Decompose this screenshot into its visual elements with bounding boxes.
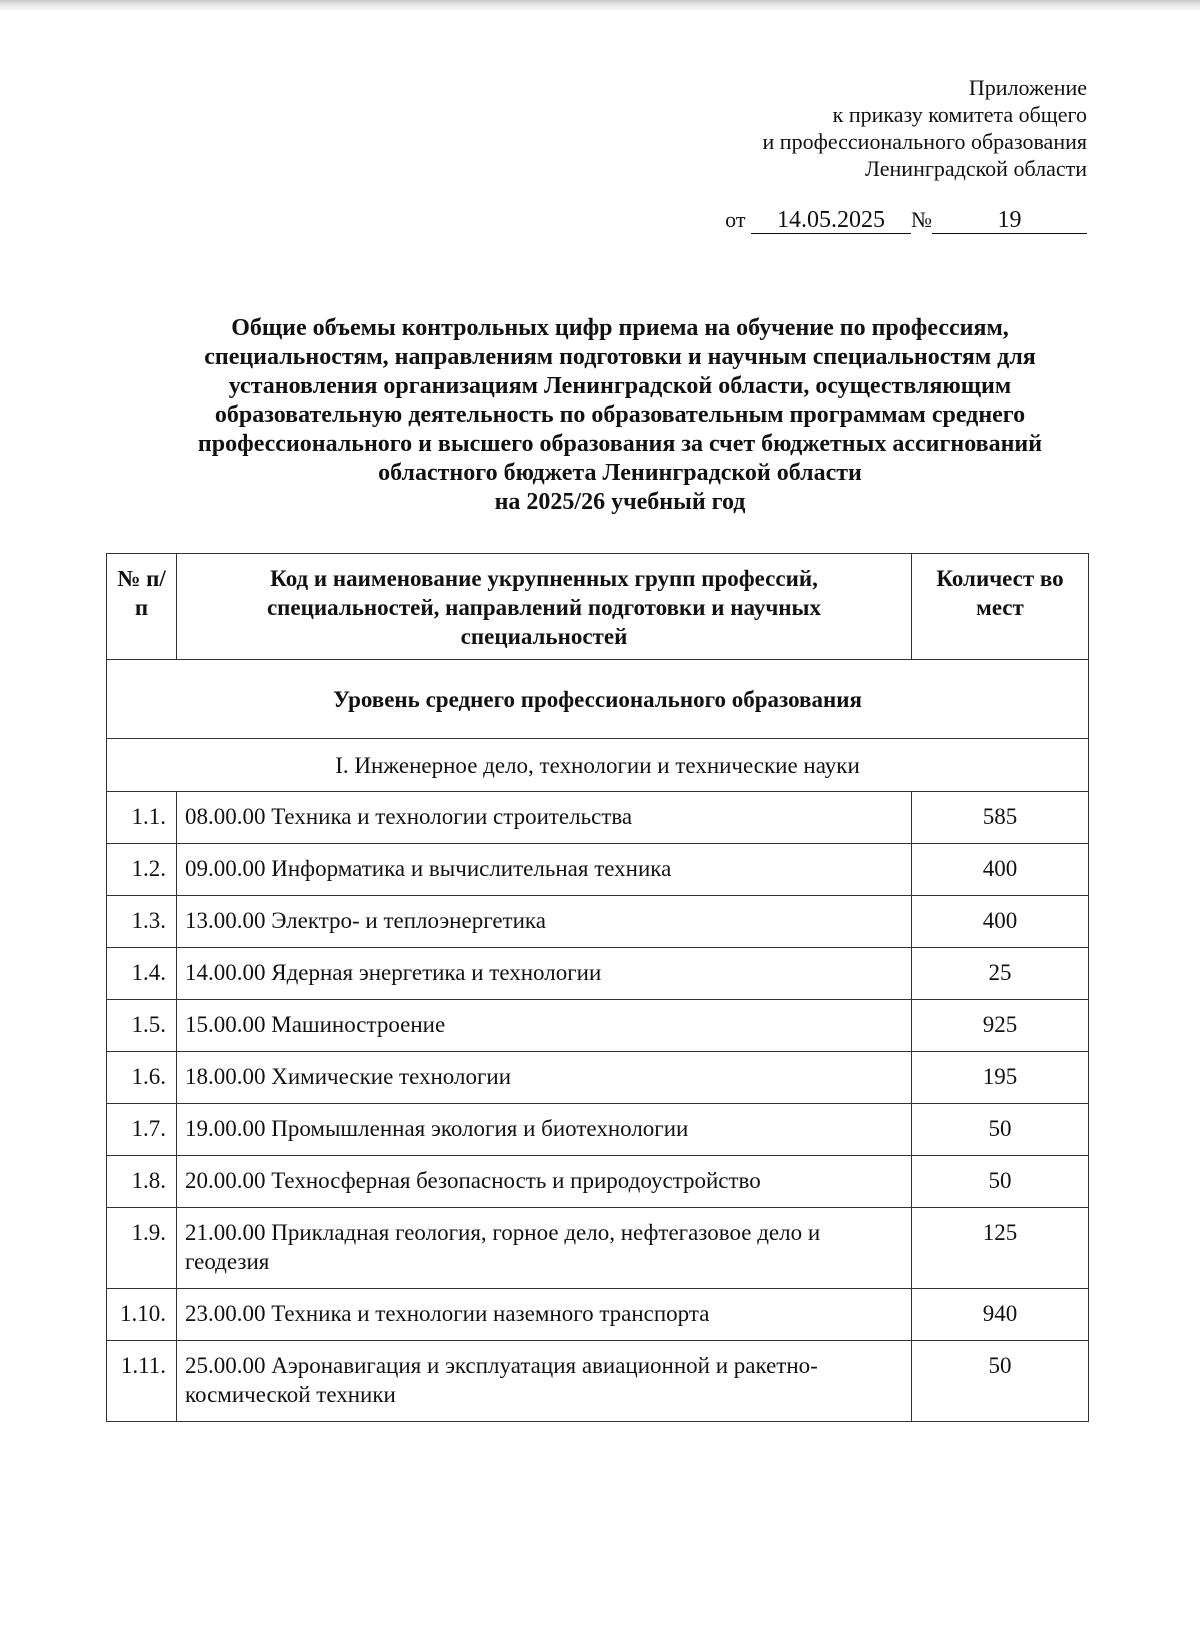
table-row [107,896,1089,948]
order-date: 14.05.2025 [751,207,911,234]
row-name: 19.00.00 Промышленная экология и биотехнологии [177,1104,912,1156]
row-num: 1.9. [107,1208,177,1289]
title-line: областного бюджета Ленинградской области [378,460,862,486]
row-count: 940 [912,1289,1089,1341]
row-count: 50 [912,1341,1089,1422]
appendix-line: Приложение [968,75,1087,100]
row-num: 1.6. [107,1052,177,1104]
table-row [107,792,1089,844]
row-name: 14.00.00 Ядерная энергетика и технологии [177,948,912,1000]
table-row [107,844,1089,896]
title-line: Общие объемы контрольных цифр приема на обучение по профессиям, [231,315,1009,341]
row-count: 125 [912,1208,1089,1289]
table-header-row [107,554,1089,660]
group-row [107,739,1089,792]
row-name: 21.00.00 Прикладная геология, горное дело, нефтегазовое дело и геодезия [177,1208,912,1289]
order-line [725,207,1087,234]
appendix-line: к приказу комитета общего [832,102,1087,127]
education-level-row [107,660,1089,739]
header-num: № п/п [107,554,177,660]
row-count: 400 [912,896,1089,948]
table-row [107,1289,1089,1341]
row-count: 50 [912,1156,1089,1208]
row-num: 1.11. [107,1341,177,1422]
quota-table [106,553,1089,1422]
header-count: Количест во мест [912,554,1089,660]
row-num: 1.4. [107,948,177,1000]
table-row [107,1000,1089,1052]
appendix-line: и профессионального образования [762,129,1087,154]
title-line: образовательную деятельность по образовательным программам среднего [214,402,1026,428]
row-count: 50 [912,1104,1089,1156]
appendix-block [763,74,1087,182]
row-num: 1.7. [107,1104,177,1156]
row-name: 15.00.00 Машиностроение [177,1000,912,1052]
table-row [107,1208,1089,1289]
title-line: на 2025/26 учебный год [494,489,746,515]
row-count: 195 [912,1052,1089,1104]
row-name: 18.00.00 Химические технологии [177,1052,912,1104]
table-row [107,1341,1089,1422]
appendix-line: Ленинградской области [865,156,1087,181]
document-title [100,314,1140,517]
row-num: 1.8. [107,1156,177,1208]
title-line: установления организациям Ленинградской области, осуществляющим [228,373,1012,399]
row-count: 25 [912,948,1089,1000]
row-name: 23.00.00 Техника и технологии наземного транспорта [177,1289,912,1341]
row-name: 08.00.00 Техника и технологии строительства [177,792,912,844]
row-name: 25.00.00 Аэронавигация и эксплуатация авиационной и ракетно-космической техники [177,1341,912,1422]
table-row [107,948,1089,1000]
table-row [107,1104,1089,1156]
order-from-label: от [725,207,746,232]
row-num: 1.1. [107,792,177,844]
header-name: Код и наименование укрупненных групп профессий, специальностей, направлений подготовки и научных специальностей [177,554,912,660]
education-level-label: Уровень среднего профессионального образования [107,660,1089,739]
group-label: I. Инженерное дело, технологии и технические науки [107,739,1089,792]
order-number: 19 [932,207,1087,234]
title-line: профессионального и высшего образования за счет бюджетных ассигнований [197,431,1043,457]
row-count: 925 [912,1000,1089,1052]
row-name: 20.00.00 Техносферная безопасность и природоустройство [177,1156,912,1208]
row-num: 1.5. [107,1000,177,1052]
row-name: 13.00.00 Электро- и теплоэнергетика [177,896,912,948]
title-line: специальностям, направлениям подготовки и научным специальностям для [204,344,1036,370]
scan-edge [0,0,1200,12]
row-name: 09.00.00 Информатика и вычислительная техника [177,844,912,896]
row-count: 400 [912,844,1089,896]
order-number-label: № [911,207,932,232]
row-num: 1.2. [107,844,177,896]
table-row [107,1052,1089,1104]
row-num: 1.10. [107,1289,177,1341]
table-row [107,1156,1089,1208]
row-num: 1.3. [107,896,177,948]
row-count: 585 [912,792,1089,844]
